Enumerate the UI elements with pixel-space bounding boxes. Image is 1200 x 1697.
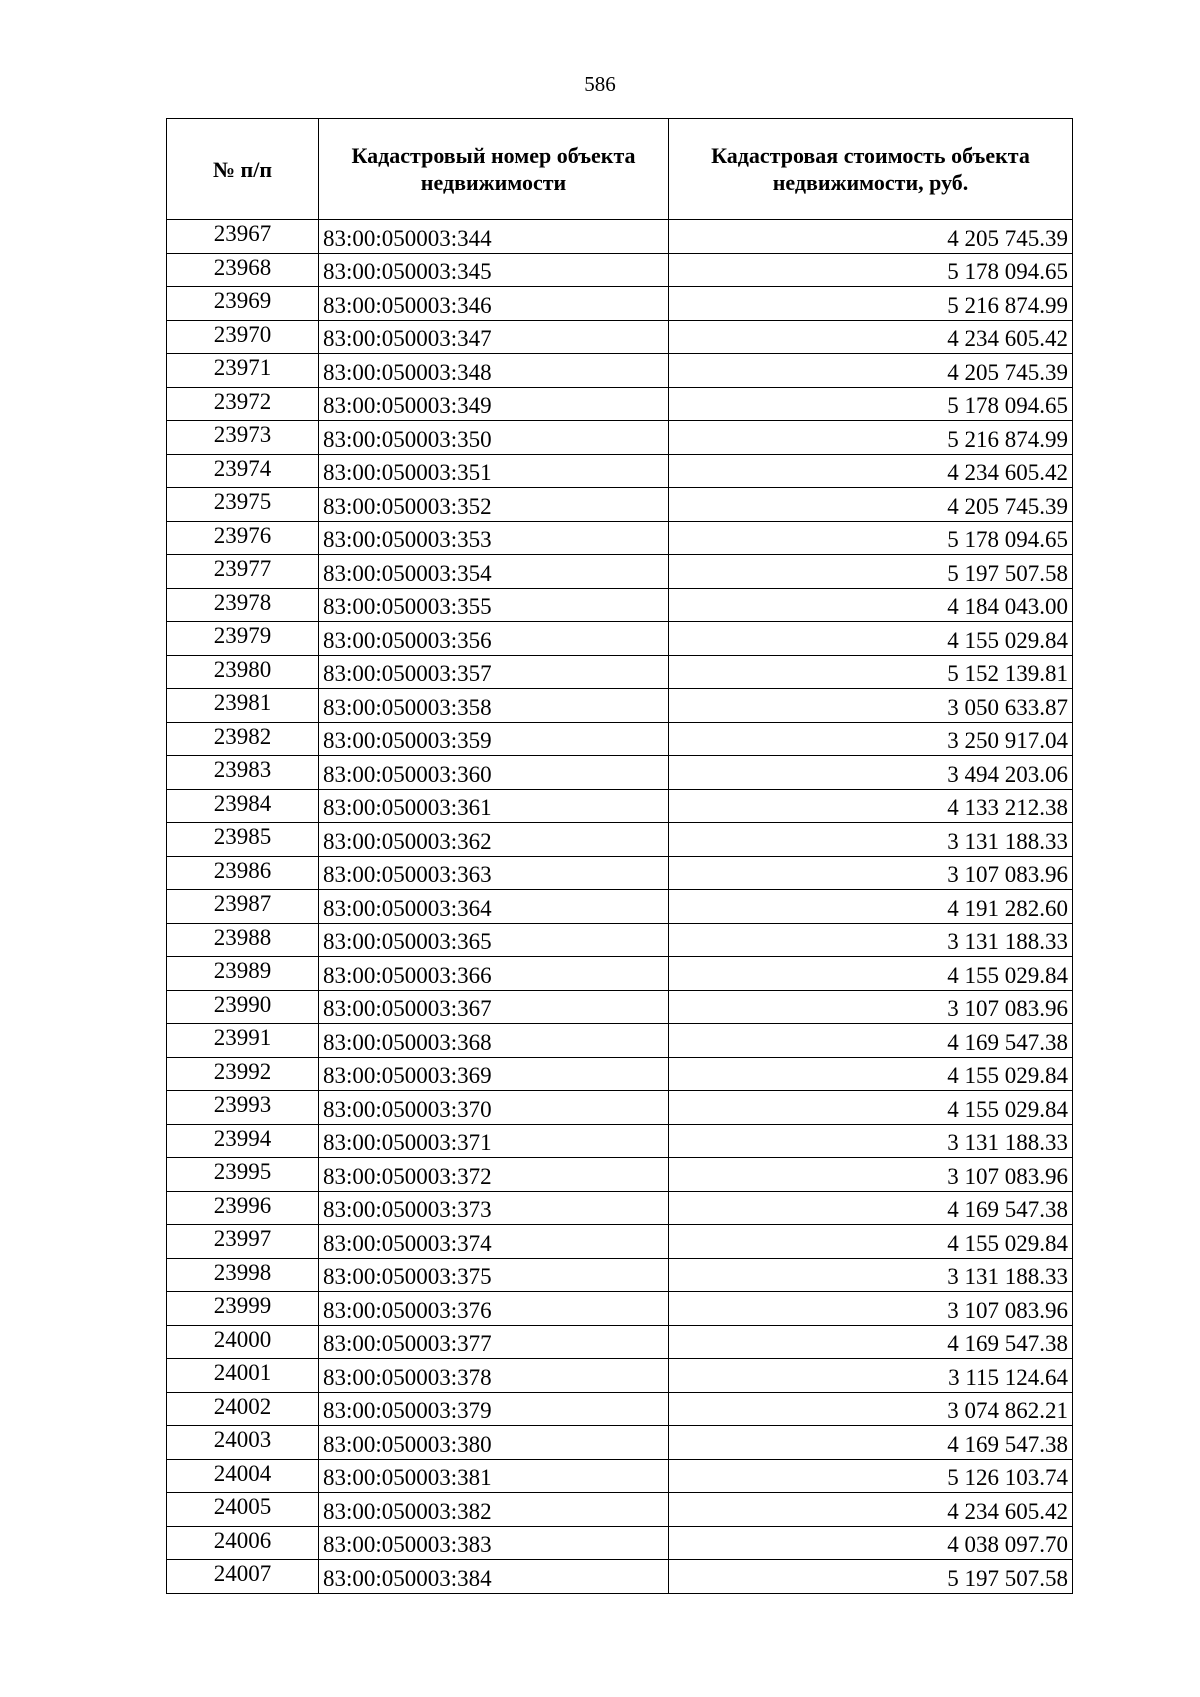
table-row: [167, 923, 1073, 957]
table-row: [167, 1325, 1073, 1359]
row-number-cell: 23997: [167, 1225, 319, 1259]
cadastral-value-cell: 3 250 917.04: [669, 722, 1073, 756]
table-row: [167, 253, 1073, 287]
cadastral-number-cell: 83:00:050003:362: [319, 823, 669, 857]
cadastral-value-cell: 4 169 547.38: [669, 1426, 1073, 1460]
table-row: [167, 354, 1073, 388]
row-number-cell: 24004: [167, 1459, 319, 1493]
cadastral-number-cell: 83:00:050003:366: [319, 957, 669, 991]
row-number-cell: 23973: [167, 421, 319, 455]
cadastral-value-cell: 3 131 188.33: [669, 1258, 1073, 1292]
cadastral-value-table: [166, 118, 1073, 1594]
row-number-cell: 23995: [167, 1158, 319, 1192]
row-number-cell: 23986: [167, 856, 319, 890]
table-row: [167, 1258, 1073, 1292]
row-number-cell: 23970: [167, 320, 319, 354]
row-number-cell: 24000: [167, 1325, 319, 1359]
row-number-cell: 23991: [167, 1024, 319, 1058]
page-number: 586: [584, 72, 616, 96]
cadastral-number-cell: 83:00:050003:363: [319, 856, 669, 890]
table-row: [167, 320, 1073, 354]
row-number-cell: 23999: [167, 1292, 319, 1326]
cadastral-value-cell: 3 074 862.21: [669, 1392, 1073, 1426]
row-number-cell: 23992: [167, 1057, 319, 1091]
table-row: [167, 454, 1073, 488]
row-number-cell: 23998: [167, 1258, 319, 1292]
cadastral-value-cell: 4 205 745.39: [669, 488, 1073, 522]
cadastral-number-cell: 83:00:050003:347: [319, 320, 669, 354]
table-row: [167, 220, 1073, 254]
cadastral-value-cell: 3 131 188.33: [669, 823, 1073, 857]
cadastral-value-cell: 4 234 605.42: [669, 320, 1073, 354]
row-number-cell: 23971: [167, 354, 319, 388]
table-row: [167, 990, 1073, 1024]
cadastral-number-cell: 83:00:050003:350: [319, 421, 669, 455]
row-number-cell: 23984: [167, 789, 319, 823]
cadastral-number-cell: 83:00:050003:382: [319, 1493, 669, 1527]
table-row: [167, 823, 1073, 857]
cadastral-number-cell: 83:00:050003:384: [319, 1560, 669, 1594]
table-row: [167, 1459, 1073, 1493]
row-number-cell: 24003: [167, 1426, 319, 1460]
cadastral-value-cell: 4 169 547.38: [669, 1024, 1073, 1058]
cadastral-value-cell: 4 155 029.84: [669, 1225, 1073, 1259]
cadastral-number-cell: 83:00:050003:355: [319, 588, 669, 622]
cadastral-number-cell: 83:00:050003:375: [319, 1258, 669, 1292]
cadastral-number-cell: 83:00:050003:368: [319, 1024, 669, 1058]
row-number-cell: 23979: [167, 622, 319, 656]
cadastral-number-cell: 83:00:050003:365: [319, 923, 669, 957]
table-row: [167, 1292, 1073, 1326]
cadastral-number-cell: 83:00:050003:357: [319, 655, 669, 689]
cadastral-number-cell: 83:00:050003:364: [319, 890, 669, 924]
cadastral-value-cell: 5 178 094.65: [669, 521, 1073, 555]
table-row: [167, 421, 1073, 455]
cadastral-number-cell: 83:00:050003:358: [319, 689, 669, 723]
cadastral-value-cell: 3 107 083.96: [669, 990, 1073, 1024]
row-number-cell: 23994: [167, 1124, 319, 1158]
row-number-cell: 23993: [167, 1091, 319, 1125]
table-row: [167, 1526, 1073, 1560]
cadastral-number-cell: 83:00:050003:379: [319, 1392, 669, 1426]
cadastral-value-cell: 3 107 083.96: [669, 856, 1073, 890]
table-row: [167, 1158, 1073, 1192]
table-row: [167, 957, 1073, 991]
row-number-cell: 23990: [167, 990, 319, 1024]
row-number-cell: 23988: [167, 923, 319, 957]
cadastral-number-cell: 83:00:050003:354: [319, 555, 669, 589]
row-number-cell: 23987: [167, 890, 319, 924]
cadastral-number-cell: 83:00:050003:371: [319, 1124, 669, 1158]
row-number-cell: 23969: [167, 287, 319, 321]
header-row-number: № п/п: [167, 119, 319, 220]
table-row: [167, 387, 1073, 421]
row-number-cell: 23976: [167, 521, 319, 555]
table-row: [167, 488, 1073, 522]
table-header: [167, 119, 1073, 220]
table-row: [167, 1024, 1073, 1058]
row-number-cell: 23989: [167, 957, 319, 991]
table-row: [167, 789, 1073, 823]
table-row: [167, 1057, 1073, 1091]
table-row: [167, 287, 1073, 321]
cadastral-number-cell: 83:00:050003:383: [319, 1526, 669, 1560]
row-number-cell: 24002: [167, 1392, 319, 1426]
table-row: [167, 1493, 1073, 1527]
cadastral-value-cell: 5 197 507.58: [669, 555, 1073, 589]
cadastral-value-cell: 4 169 547.38: [669, 1325, 1073, 1359]
table-row: [167, 1124, 1073, 1158]
cadastral-number-cell: 83:00:050003:380: [319, 1426, 669, 1460]
row-number-cell: 24005: [167, 1493, 319, 1527]
cadastral-number-cell: 83:00:050003:352: [319, 488, 669, 522]
cadastral-value-cell: 5 126 103.74: [669, 1459, 1073, 1493]
cadastral-number-cell: 83:00:050003:360: [319, 756, 669, 790]
table-row: [167, 1191, 1073, 1225]
cadastral-number-cell: 83:00:050003:373: [319, 1191, 669, 1225]
table-row: [167, 722, 1073, 756]
cadastral-value-cell: 3 494 203.06: [669, 756, 1073, 790]
cadastral-value-cell: 3 131 188.33: [669, 1124, 1073, 1158]
table-row: [167, 555, 1073, 589]
row-number-cell: 23972: [167, 387, 319, 421]
cadastral-number-cell: 83:00:050003:376: [319, 1292, 669, 1326]
cadastral-number-cell: 83:00:050003:378: [319, 1359, 669, 1393]
cadastral-value-cell: 4 038 097.70: [669, 1526, 1073, 1560]
cadastral-number-cell: 83:00:050003:367: [319, 990, 669, 1024]
header-cadastral-number: Кадастровый номер объекта недвижимости: [319, 119, 669, 220]
table-row: [167, 588, 1073, 622]
table-row: [167, 1359, 1073, 1393]
row-number-cell: 24006: [167, 1526, 319, 1560]
cadastral-value-cell: 4 169 547.38: [669, 1191, 1073, 1225]
row-number-cell: 23977: [167, 555, 319, 589]
row-number-cell: 23975: [167, 488, 319, 522]
cadastral-value-cell: 4 155 029.84: [669, 622, 1073, 656]
table-row: [167, 1392, 1073, 1426]
row-number-cell: 23983: [167, 756, 319, 790]
table-row: [167, 655, 1073, 689]
row-number-cell: 23982: [167, 722, 319, 756]
cadastral-number-cell: 83:00:050003:361: [319, 789, 669, 823]
cadastral-value-cell: 4 155 029.84: [669, 1091, 1073, 1125]
cadastral-number-cell: 83:00:050003:369: [319, 1057, 669, 1091]
cadastral-value-cell: 4 184 043.00: [669, 588, 1073, 622]
row-number-cell: 23980: [167, 655, 319, 689]
row-number-cell: 23981: [167, 689, 319, 723]
cadastral-number-cell: 83:00:050003:353: [319, 521, 669, 555]
cadastral-value-cell: 5 216 874.99: [669, 287, 1073, 321]
table-row: [167, 1560, 1073, 1594]
cadastral-value-cell: 4 205 745.39: [669, 220, 1073, 254]
row-number-cell: 24007: [167, 1560, 319, 1594]
header-cadastral-value: Кадастровая стоимость объекта недвижимости, руб.: [669, 119, 1073, 220]
cadastral-value-cell: 4 205 745.39: [669, 354, 1073, 388]
cadastral-value-cell: 4 191 282.60: [669, 890, 1073, 924]
table-row: [167, 756, 1073, 790]
table-row: [167, 1091, 1073, 1125]
cadastral-value-cell: 5 178 094.65: [669, 387, 1073, 421]
table-row: [167, 622, 1073, 656]
row-number-cell: 23978: [167, 588, 319, 622]
row-number-cell: 23974: [167, 454, 319, 488]
cadastral-number-cell: 83:00:050003:345: [319, 253, 669, 287]
row-number-cell: 23996: [167, 1191, 319, 1225]
cadastral-value-cell: 3 107 083.96: [669, 1292, 1073, 1326]
table-row: [167, 1426, 1073, 1460]
cadastral-value-cell: 3 131 188.33: [669, 923, 1073, 957]
cadastral-number-cell: 83:00:050003:348: [319, 354, 669, 388]
table-body: [167, 220, 1073, 1594]
row-number-cell: 23968: [167, 253, 319, 287]
cadastral-number-cell: 83:00:050003:346: [319, 287, 669, 321]
row-number-cell: 23985: [167, 823, 319, 857]
row-number-cell: 24001: [167, 1359, 319, 1393]
cadastral-value-cell: 5 178 094.65: [669, 253, 1073, 287]
table-row: [167, 521, 1073, 555]
table-row: [167, 856, 1073, 890]
cadastral-value-cell: 3 107 083.96: [669, 1158, 1073, 1192]
cadastral-number-cell: 83:00:050003:359: [319, 722, 669, 756]
cadastral-number-cell: 83:00:050003:356: [319, 622, 669, 656]
cadastral-number-cell: 83:00:050003:351: [319, 454, 669, 488]
cadastral-value-cell: 5 216 874.99: [669, 421, 1073, 455]
cadastral-number-cell: 83:00:050003:344: [319, 220, 669, 254]
cadastral-number-cell: 83:00:050003:370: [319, 1091, 669, 1125]
table-row: [167, 890, 1073, 924]
table-row: [167, 689, 1073, 723]
cadastral-value-cell: 4 133 212.38: [669, 789, 1073, 823]
cadastral-value-cell: 4 155 029.84: [669, 1057, 1073, 1091]
cadastral-number-cell: 83:00:050003:349: [319, 387, 669, 421]
cadastral-number-cell: 83:00:050003:374: [319, 1225, 669, 1259]
cadastral-number-cell: 83:00:050003:377: [319, 1325, 669, 1359]
cadastral-value-cell: 4 234 605.42: [669, 454, 1073, 488]
cadastral-number-cell: 83:00:050003:372: [319, 1158, 669, 1192]
table-row: [167, 1225, 1073, 1259]
cadastral-value-cell: 4 234 605.42: [669, 1493, 1073, 1527]
cadastral-value-cell: 3 050 633.87: [669, 689, 1073, 723]
cadastral-value-cell: 3 115 124.64: [669, 1359, 1073, 1393]
row-number-cell: 23967: [167, 220, 319, 254]
cadastral-value-cell: 4 155 029.84: [669, 957, 1073, 991]
cadastral-value-cell: 5 197 507.58: [669, 1560, 1073, 1594]
cadastral-value-cell: 5 152 139.81: [669, 655, 1073, 689]
header-row: [167, 119, 1073, 220]
cadastral-number-cell: 83:00:050003:381: [319, 1459, 669, 1493]
